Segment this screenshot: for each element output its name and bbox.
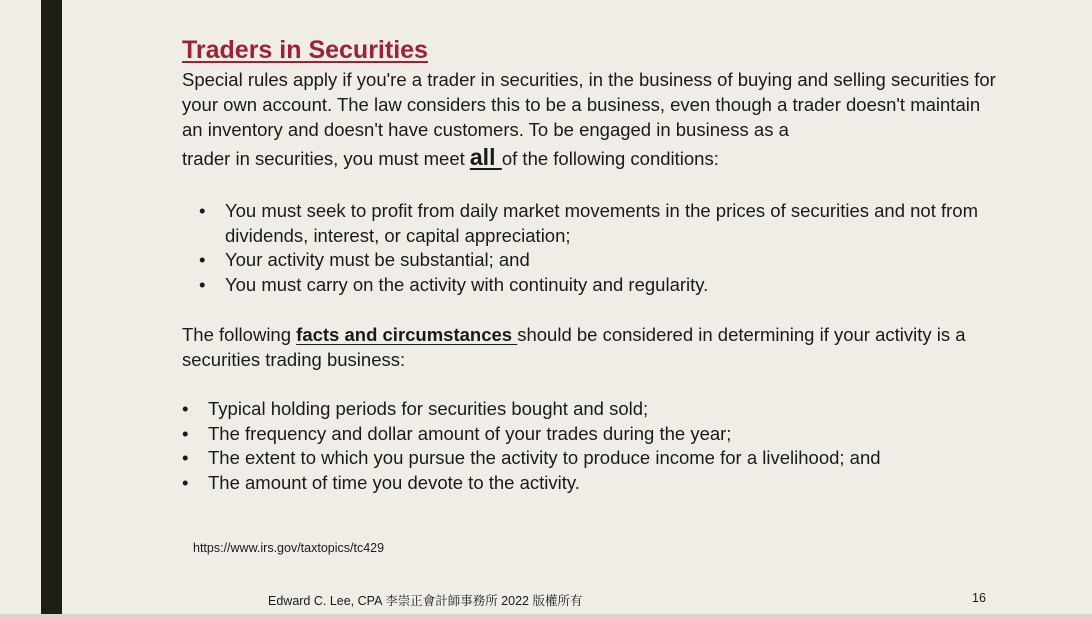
factors-list [182,397,1002,495]
intro-paragraph [182,67,1002,171]
bullet-icon: • [199,273,206,295]
bullet-icon: • [182,398,189,419]
bullet-icon: • [182,471,189,493]
bottom-divider [0,614,1092,618]
intro-text: Special rules apply if you're a trader in securities, in the business of buying and selling securities for your own account. The law considers this to be a business, even though a trader doesn't maintain an inventory and doesn't have customers. To be engaged in business as a [182,69,996,140]
factor-text: Typical holding periods for securities bought and sold; [208,398,649,419]
intro-line-end: of the following conditions: [501,148,719,169]
bullet-icon: • [199,249,206,271]
list-item [199,273,989,298]
intro-last-line [182,145,1002,171]
list-item [182,446,1002,471]
footer-copyright: Edward C. Lee, CPA 李崇正會計師事務所 2022 版權所有 [268,594,583,608]
intro-emphasis-all: all [469,144,502,170]
factor-text: The extent to which you pursue the activity to produce income for a livelihood; and [208,447,881,469]
page-number: 16 [972,591,986,605]
facts-rest: should be considered in determining if your activity is a securities trading business: [182,324,966,370]
list-item [182,422,1002,447]
factor-text: The amount of time you devote to the activity. [208,471,580,493]
facts-emphasis: facts and circumstances [296,324,518,345]
list-item [182,397,1002,422]
slide-title: Traders in Securities [182,36,428,64]
bullet-icon: • [182,447,189,469]
condition-text: You must carry on the activity with continuity and regularity. [225,273,709,295]
list-item [199,248,989,273]
condition-text: Your activity must be substantial; and [225,249,530,271]
factor-text: The frequency and dollar amount of your trades during the year; [208,422,732,444]
facts-lead: The following [182,324,297,345]
bullet-icon: • [199,200,206,221]
source-link[interactable]: https://www.irs.gov/taxtopics/tc429 [193,541,385,555]
facts-paragraph [182,322,1002,372]
list-item [182,471,1002,496]
list-item [199,199,989,248]
conditions-list [199,199,989,297]
condition-text: You must seek to profit from daily market movements in the prices of securities and not from dividends, interest, or capital appreciation; [225,200,978,246]
bullet-icon: • [182,422,189,444]
left-accent-bar [41,0,62,618]
intro-line-lead: trader in securities, you must meet [182,148,470,169]
